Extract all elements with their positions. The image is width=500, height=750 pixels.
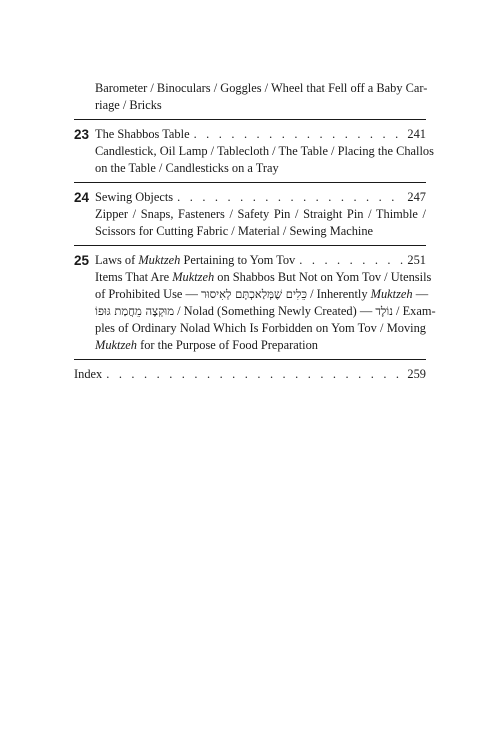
description-line: Barometer / Binoculars / Goggles / Wheel that Fell off a Baby Car- [95,81,428,95]
italic-term: Muktzeh [172,270,215,284]
chapter-number: 24 [74,190,90,205]
toc-entry-23[interactable] [74,126,434,177]
page-number: 251 [407,253,426,267]
chapter-title [95,252,295,269]
chapter-description [95,269,436,354]
description-line [95,286,429,303]
description-line [95,337,426,354]
divider [74,182,426,183]
description-text: for the Purpose of Food Preparation [136,338,318,352]
chapter-description [95,143,434,177]
description-line: riage / Bricks [95,98,162,112]
page-number: 247 [407,190,426,204]
description-text: / Exam- [392,304,436,318]
continued-entry-description [74,80,426,114]
italic-term: Muktzeh [95,338,137,352]
divider [74,359,426,360]
description-text: — [412,287,429,301]
dot-leader [106,366,403,383]
dot-leader [194,126,404,143]
divider [74,245,426,246]
toc-entry-24[interactable] [74,189,426,240]
toc-entry-index[interactable] [74,366,426,383]
description-line: ples of Ordinary Nolad Which Is Forbidden on Yom Tov / Moving [95,321,426,335]
description-text: on Shabbos But Not on Yom Tov / Utensils [214,270,432,284]
dot-leader [177,189,403,206]
italic-term: Muktzeh [370,287,413,301]
divider [74,119,426,120]
index-label: Index [74,367,103,381]
description-text: / Inherently [306,287,371,301]
chapter-title-line [95,189,426,206]
title-text: Pertaining to Yom Tov [180,253,296,267]
description-line: Scissors for Cutting Fabric / Material / Sewing Machine [95,224,374,238]
chapter-title-line [95,126,426,143]
chapter-title: The Shabbos Table [95,127,190,141]
description-line: Candlestick, Oil Lamp / Tablecloth / The Table / Placing the Challos [95,144,434,158]
table-of-contents [74,80,436,383]
hebrew-term: כֵּלִים שֶׁמְּלַאכְתָּם לְאִיסוּר [201,287,307,301]
chapter-title-line [95,252,426,269]
dot-leader [299,252,403,269]
title-text: Laws of [95,253,139,267]
hebrew-term: מוּקְצֶה מֵחֲמַת גּוּפוֹ [95,304,175,318]
description-line [95,303,436,320]
description-line: Zipper / Snaps, Fasteners / Safety Pin / Straight Pin / Thimble / [95,207,426,221]
page-number: 259 [407,367,426,381]
chapter-number: 25 [74,253,90,268]
chapter-title: Sewing Objects [95,190,174,204]
chapter-description [95,206,426,240]
description-line: on the Table / Candlesticks on a Tray [95,161,279,175]
toc-entry-25[interactable] [74,252,436,354]
description-text: / Nolad (Something Newly Created) — [174,304,376,318]
title-italic-term: Muktzeh [138,253,181,267]
chapter-number: 23 [74,127,90,142]
hebrew-term: נוֹלָד [375,304,393,318]
description-line [95,269,432,286]
page-number: 241 [407,127,426,141]
description-text: of Prohibited Use — [95,287,201,301]
description-text: Items That Are [95,270,173,284]
